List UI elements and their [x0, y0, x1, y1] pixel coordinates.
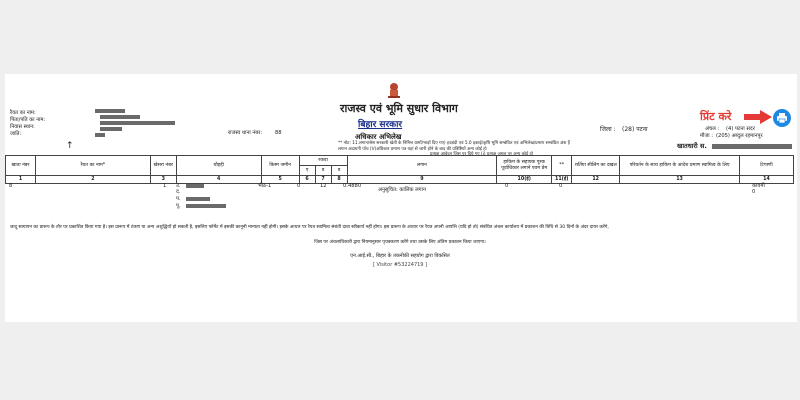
col-header: रैयत का नाम*	[35, 156, 150, 176]
raiyat-label: रैयत का नाम:	[10, 110, 36, 116]
printer-icon	[776, 112, 788, 124]
row-khata: 8	[9, 183, 13, 189]
credit-text: एन.आई.सी., बिहार के तकनीकी सहयोग द्वारा विकसित	[350, 253, 450, 259]
sub-header: ए	[299, 166, 315, 176]
sub-header: ड	[331, 166, 347, 176]
col-header: टिप्पणी	[739, 156, 793, 176]
col-number: 5	[261, 176, 299, 184]
col-header: रकवा	[299, 156, 347, 166]
print-button[interactable]	[773, 109, 791, 127]
col-header: खाता नंबर	[6, 156, 36, 176]
redacted-block	[95, 133, 105, 137]
note-line-1: ** नोट: 11.लगान/सेस सरकारी खेती के निमित्त ग्रामों/भाड़ों दिए गए) हदबंदी एवं 5.0 इकाई/कृषि भूमि सम्बंधित एवं अभिलेख/प्रमाण सम्बंधित अंश हैं	[338, 141, 570, 146]
document-title: अधिकार अभिलेख	[355, 133, 402, 141]
print-label[interactable]: प्रिंट करे	[700, 110, 732, 123]
col-number: 1	[6, 176, 36, 184]
disclaimer-text-2: जिस पर अंचलाधिकारी द्वारा नियमानुसार पृथक्करण करेंगे तथा उसके लिए अंतिम प्रकाशन किया जाएगा।	[314, 240, 486, 245]
row-khesra: 1	[163, 183, 167, 189]
redacted-block	[95, 109, 125, 113]
redacted-block	[186, 184, 204, 188]
thana-value: 88	[275, 130, 282, 136]
thana-label: राजस्व थाना नंबर:	[228, 130, 263, 136]
chauhaddi-west: प.	[176, 196, 181, 202]
col-header: खेसरा नंबर	[150, 156, 176, 176]
visitor-counter: [ Visitor #53224719 ]	[372, 262, 428, 268]
redacted-block	[712, 144, 792, 149]
mauja-value: (205) अब्दुल रहमानपुर	[716, 133, 763, 139]
caste-label: जाति:	[10, 131, 22, 137]
redacted-block	[186, 204, 226, 208]
col-header: चौहद्दी	[176, 156, 261, 176]
redacted-block	[100, 127, 122, 131]
redacted-block	[100, 121, 175, 125]
state-emblem-icon	[384, 80, 404, 100]
col-number: 12	[572, 176, 620, 184]
col-header: हाकिम के सहायक पूरक पूर्वाधिकार लगाने एवम प्रेम	[497, 156, 552, 176]
row-remark: कायमी	[752, 183, 765, 189]
col-number: 9	[347, 176, 497, 184]
row-col11: 0	[559, 183, 563, 189]
note-line-3: प्रत्यक्ष आवेदन जिस पर दिये गए (i) प्रत्यक्ष अमल पर अन्य कोई हो	[430, 152, 533, 157]
col-number: 3	[150, 176, 176, 184]
state-title: बिहार सरकार	[358, 120, 403, 130]
row-lagan: अनुसूचित: कालिक लगान	[378, 187, 426, 193]
row-remark-value: 0	[752, 189, 756, 195]
redacted-block	[186, 197, 210, 201]
sub-header: ड	[315, 166, 331, 176]
row-kisma: भीठ-1	[258, 183, 272, 189]
row-col10: 0	[505, 183, 509, 189]
circle-value: (4) पटना सदर	[726, 126, 755, 132]
note-line-2: लगान अदायगी पॉच (V)अधिकार प्रमाण पत्र यहां से जारी होने के बाद की प्रविष्टियों अन्य कोई हो	[338, 147, 487, 152]
col-header: शर्तिया सीलिंग का दखल	[572, 156, 620, 176]
row-rakwa-3: 0.4880	[343, 183, 362, 189]
district-label: जिला :	[600, 126, 616, 133]
col-number: 14	[739, 176, 793, 184]
col-number: 7	[315, 176, 331, 184]
department-title: राजस्व एवं भूमि सुधार विभाग	[340, 102, 458, 115]
disclaimer-text: जादू सत्यापन का प्रारूप के तौर पर प्रकाशित किया गया है। इस प्रारूप में टंकण या अन्य अशुद्धियाँ हो सकती है, इसलिए फॉर्मेट में इसकी कानूनी मान्यता नहीं होगी। इसके आधार पर रैयत स्वामित्व संबंधी दावा स्वीकार्य नहीं होगा। इस प्रारूप के आधार पर रैयत अपनी आपत्ति (यदि हो तो) संबंधित अंचल कार्यालय में प्रकाशन की तिथि से 30 दिनों के अंदर दायर करेंगे,	[10, 225, 609, 230]
col-number: 11(ई)	[552, 176, 572, 184]
col-header: किस्म जमीन	[261, 156, 299, 176]
district-value: (28) पटना	[622, 126, 648, 133]
chauhaddi-east: पू.	[176, 203, 181, 209]
col-number: 13	[620, 176, 740, 184]
col-number: 2	[35, 176, 150, 184]
chauhaddi-south: द.	[176, 189, 181, 195]
col-number: 8	[331, 176, 347, 184]
up-arrow-icon: ↑	[66, 141, 74, 151]
khata-label: खातधारी स.	[677, 142, 707, 150]
col-number: 10(ई)	[497, 176, 552, 184]
row-rakwa-2: 12	[320, 183, 327, 189]
redacted-block	[100, 115, 140, 119]
mauja-label: मौजा :	[700, 133, 714, 139]
col-number: 4	[176, 176, 261, 184]
row-rakwa-1: 0	[297, 183, 301, 189]
chauhaddi-north: उ.	[176, 183, 181, 189]
circle-label: अंचल :	[705, 126, 720, 132]
col-header: लगान	[347, 156, 497, 176]
arrow-right-icon	[744, 110, 772, 124]
col-number: 6	[299, 176, 315, 184]
col-header: परिवर्तन के साथ हाकिम के आदेश प्रमाण स्वामित्व के लिए	[620, 156, 740, 176]
col-header: **	[552, 156, 572, 176]
residence-label: निवास स्थान:	[10, 124, 35, 130]
father-label: पिता/पति का नाम:	[10, 117, 46, 123]
